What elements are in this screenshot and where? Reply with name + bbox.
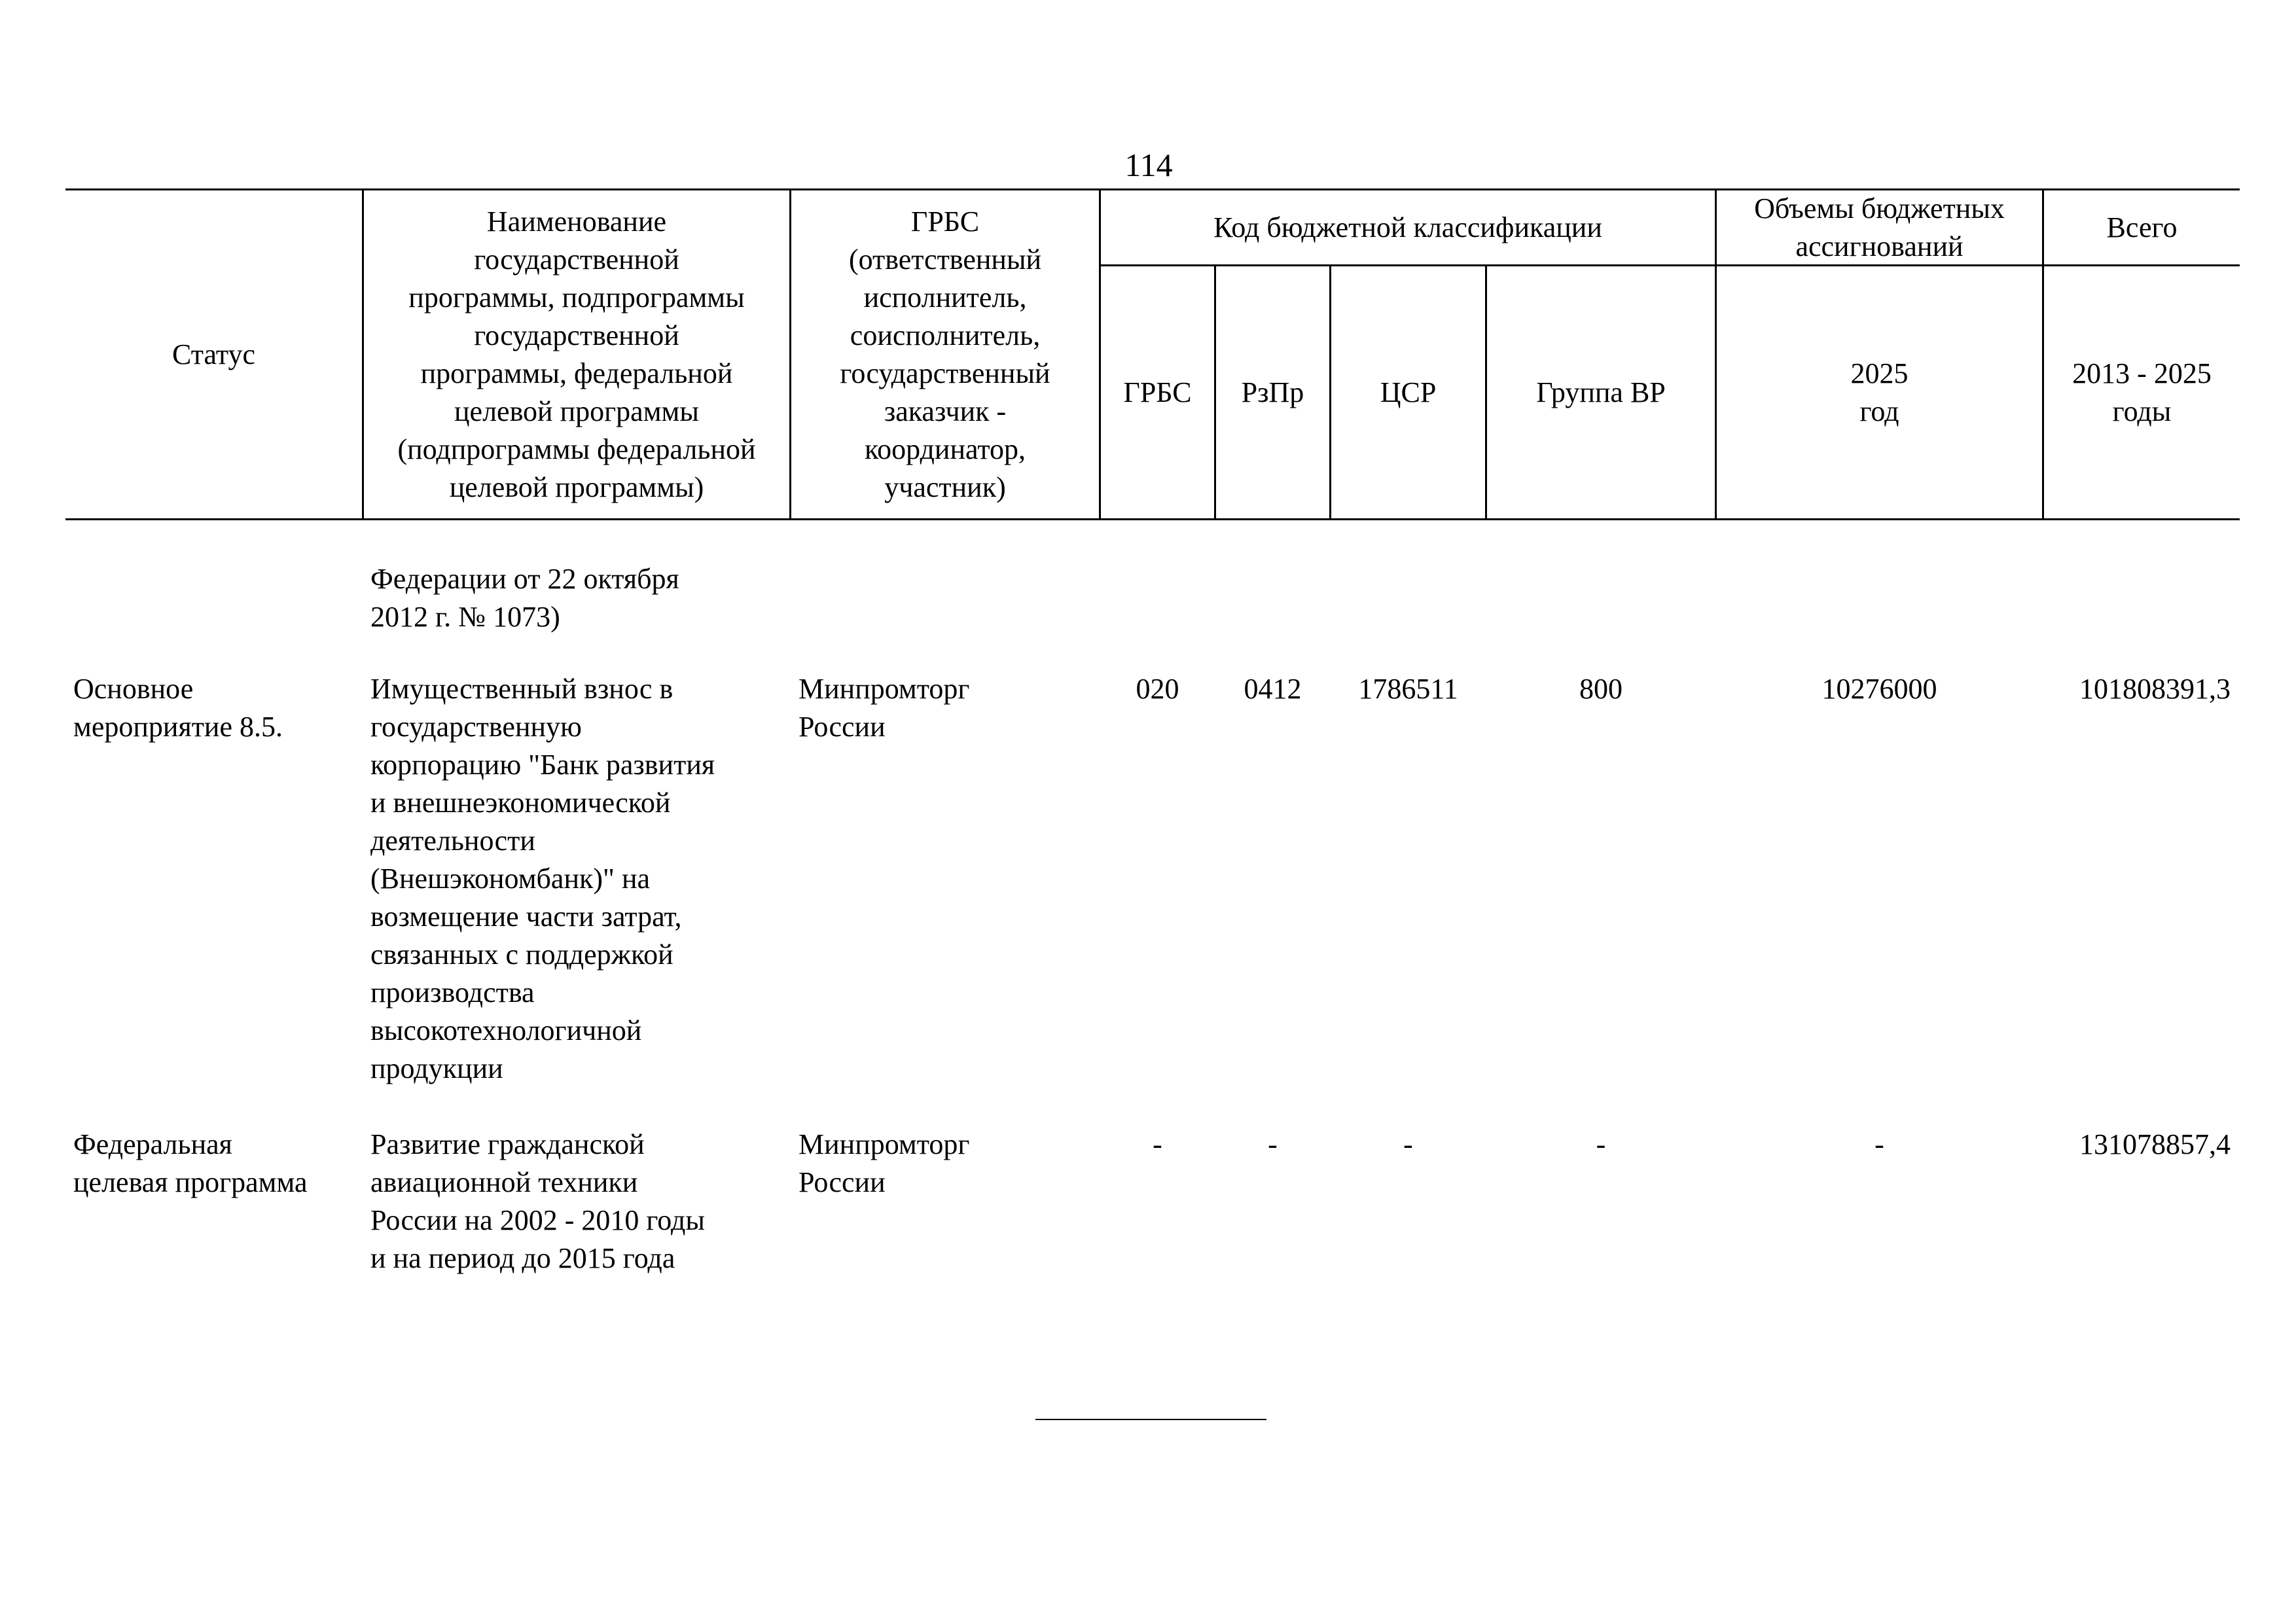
row-status: Федеральная целевая программа [73, 1128, 308, 1198]
row-rzpr: - [1268, 1128, 1278, 1160]
header-status: Статус [171, 338, 256, 370]
header-name: Наименование государственной программы, подпрограммы государственной программы, федеральной целевой программы (подпрограммы федеральной целевой программы) [397, 205, 756, 503]
header-year-2025: 2025 год [1850, 357, 1909, 427]
table-header-bottom-border [65, 518, 2240, 520]
row-years-total: 131078857,4 [2079, 1128, 2231, 1160]
row-grbs: - [1153, 1128, 1162, 1160]
header-group-vr: Группа ВР [1536, 376, 1666, 408]
row-rzpr: 0412 [1244, 673, 1302, 705]
header-rzpr: РзПр [1241, 376, 1304, 408]
row-csr: - [1403, 1128, 1413, 1160]
header-volumes: Объемы бюджетных ассигнований [1754, 192, 2005, 262]
row-name: Имущественный взнос в государственную корпорацию "Банк развития и внешнеэкономической деятельности (Внешэкономбанк)" на возмещение части затрат, связанных с поддержкой производства высокотехнологичной продукции [370, 673, 715, 1084]
header-csr: ЦСР [1380, 376, 1437, 408]
row-grbs: 020 [1136, 673, 1179, 705]
row-group-vr: 800 [1579, 673, 1623, 705]
row-csr: 1786511 [1358, 673, 1458, 705]
row-name: Развитие гражданской авиационной техники России на 2002 - 2010 годы и на период до 2015 года [370, 1128, 705, 1274]
footer-divider [1035, 1419, 1266, 1420]
row-grbs-responsible: Минпромторг России [798, 673, 970, 743]
row-group-vr: - [1596, 1128, 1606, 1160]
page-number: 114 [1124, 147, 1173, 183]
row-year-2025: 10276000 [1821, 673, 1937, 705]
row-year-2025: - [1874, 1128, 1884, 1160]
row-status: Основное мероприятие 8.5. [73, 673, 283, 743]
header-grbs: ГРБС [1123, 376, 1192, 408]
row-grbs-responsible: Минпромторг России [798, 1128, 970, 1198]
continuation-name: Федерации от 22 октября 2012 г. № 1073) [370, 563, 679, 633]
header-code-group: Код бюджетной классификации [1213, 211, 1602, 243]
header-grbs-responsible: ГРБС (ответственный исполнитель, соисполнитель, государственный заказчик - координатор, участник) [840, 205, 1050, 503]
header-total: Всего [2106, 211, 2178, 243]
header-years-total: 2013 - 2025 годы [2072, 357, 2212, 427]
row-years-total: 101808391,3 [2079, 673, 2231, 705]
